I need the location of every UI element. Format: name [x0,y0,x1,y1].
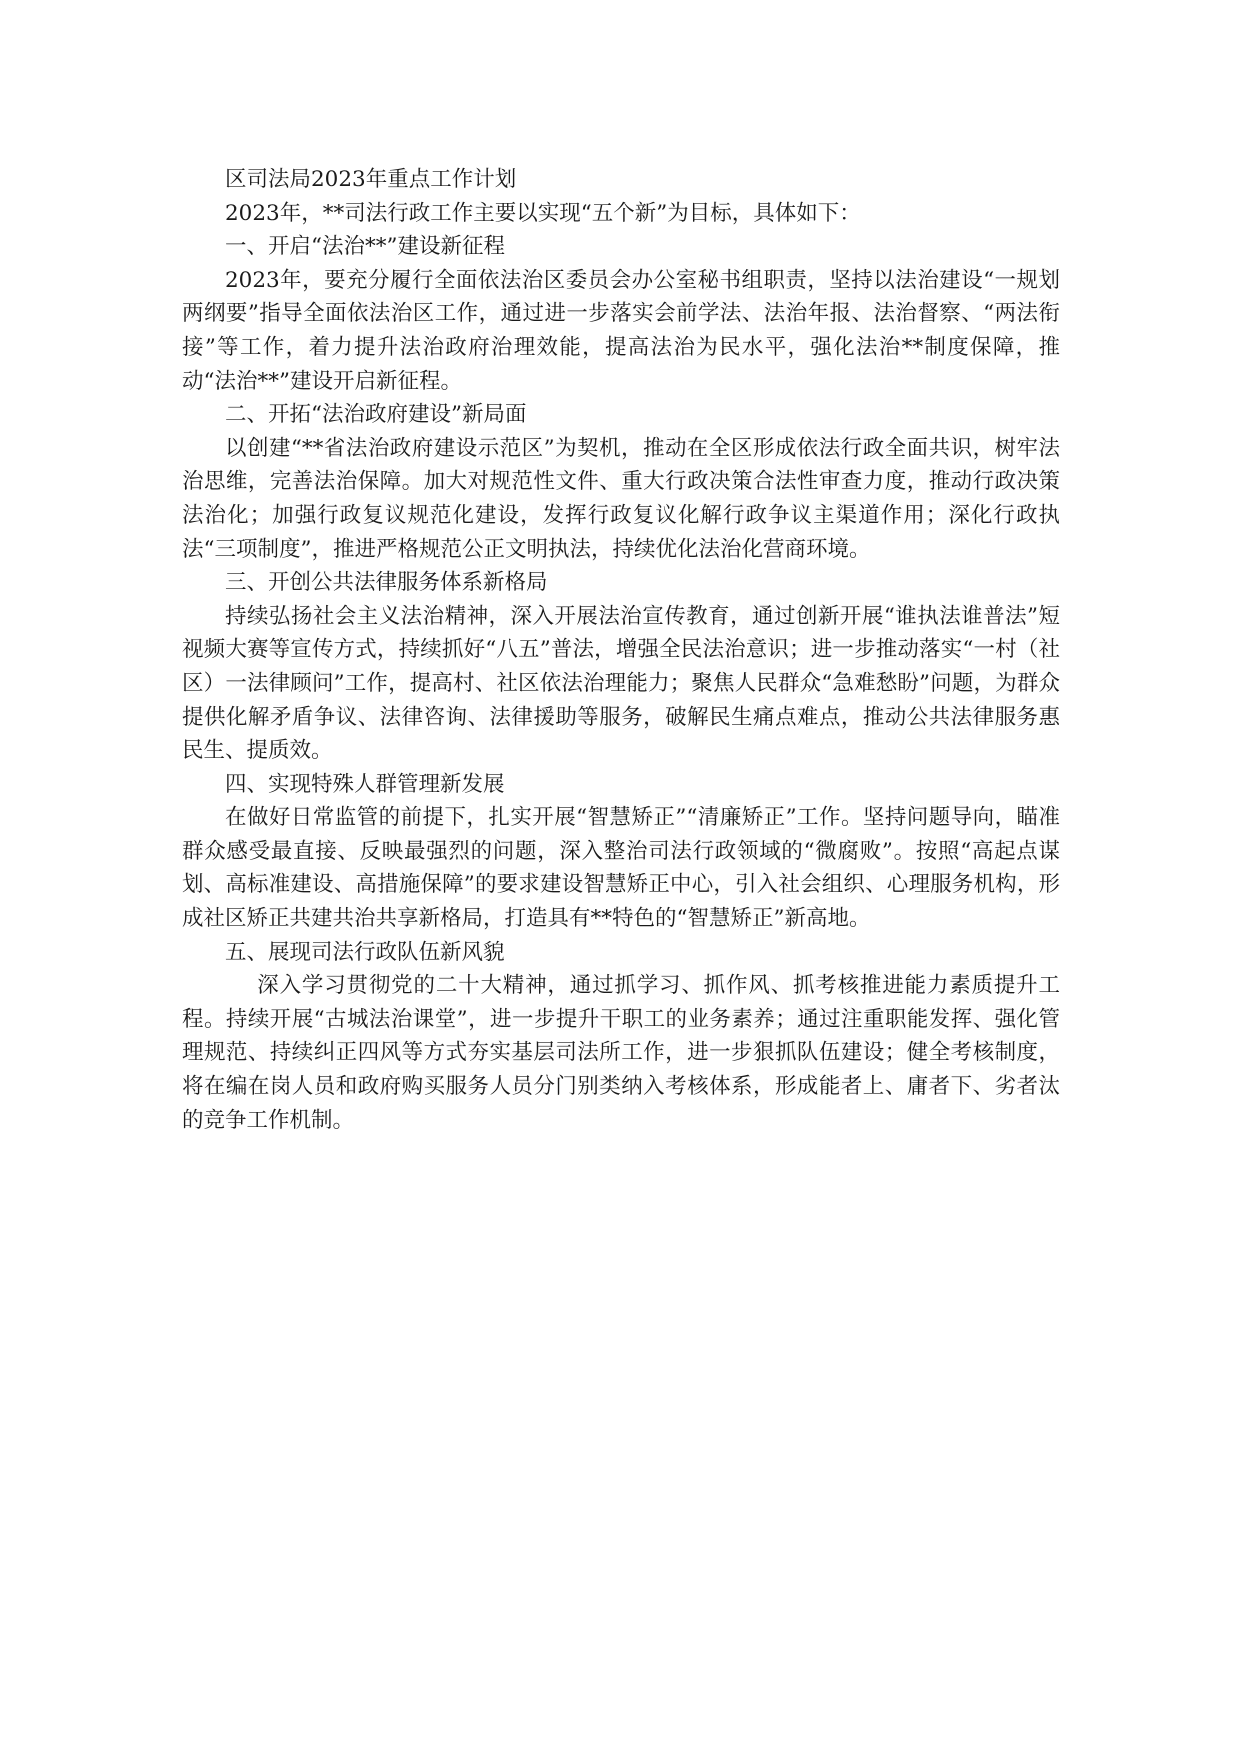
section-body-3: 持续弘扬社会主义法治精神，深入开展法治宣传教育，通过创新开展“谁执法谁普法”短视频大赛等宣传方式，持续抓好“八五”普法，增强全民法治意识；进一步推动落实“一村（社区）一法律顾问”工作，提高村、社区依法治理能力；聚焦人民群众“急难愁盼”问题，为群众提供化解矛盾争议、法律咨询、法律援助等服务，破解民生痛点难点，推动公共法律服务惠民生、提质效。 [182,603,1060,764]
document-title: 区司法局2023年重点工作计划 [225,167,517,192]
section-heading-2: 二、开拓“法治政府建设”新局面 [225,402,527,428]
section-body-1: 2023年，要充分履行全面依法治区委员会办公室秘书组职责，坚持以法治建设“一规划两纲要”指导全面依法治区工作，通过进一步落实会前学法、法治年报、法治督察、“两法衔接”等工作，着力提升法治政府治理效能，提高法治为民水平，强化法治**制度保障，推动“法治**”建设开启新征程。 [182,267,1060,394]
section-body-4: 在做好日常监管的前提下，扎实开展“智慧矫正”“清廉矫正”工作。坚持问题导向，瞄准群众感受最直接、反映最强烈的问题，深入整治司法行政领域的“微腐败”。按照“高起点谋划、高标准建设、高措施保障”的要求建设智慧矫正中心，引入社会组织、心理服务机构，形成社区矫正共建共治共享新格局，打造具有**特色的“智慧矫正”新高地。 [182,805,1060,932]
section-heading-4: 四、实现特殊人群管理新发展 [225,771,505,797]
document-intro: 2023年，**司法行政工作主要以实现“五个新”为目标，具体如下： [225,200,861,226]
section-heading-1: 一、开启“法治**”建设新征程 [225,234,505,260]
section-heading-3: 三、开创公共法律服务体系新格局 [225,570,548,596]
section-body-5: 深入学习贯彻党的二十大精神，通过抓学习、抓作风、抓考核推进能力素质提升工程。持续开展“古城法治课堂”，进一步提升干职工的业务素养；通过注重职能发挥、强化管理规范、持续纠正四风等方式夯实基层司法所工作，进一步狠抓队伍建设；健全考核制度，将在编在岗人员和政府购买服务人员分门别类纳入考核体系，形成能者上、庸者下、劣者汰的竞争工作机制。 [182,973,1060,1133]
section-heading-5: 五、展现司法行政队伍新风貌 [225,939,505,965]
document-body [182,163,1060,1137]
section-body-2: 以创建“**省法治政府建设示范区”为契机，推动在全区形成依法行政全面共识，树牢法治思维，完善法治保障。加大对规范性文件、重大行政决策合法性审查力度，推动行政决策法治化；加强行政复议规范化建设，发挥行政复议化解行政争议主渠道作用；深化行政执法“三项制度”，推进严格规范公正文明执法，持续优化法治化营商环境。 [182,435,1060,562]
